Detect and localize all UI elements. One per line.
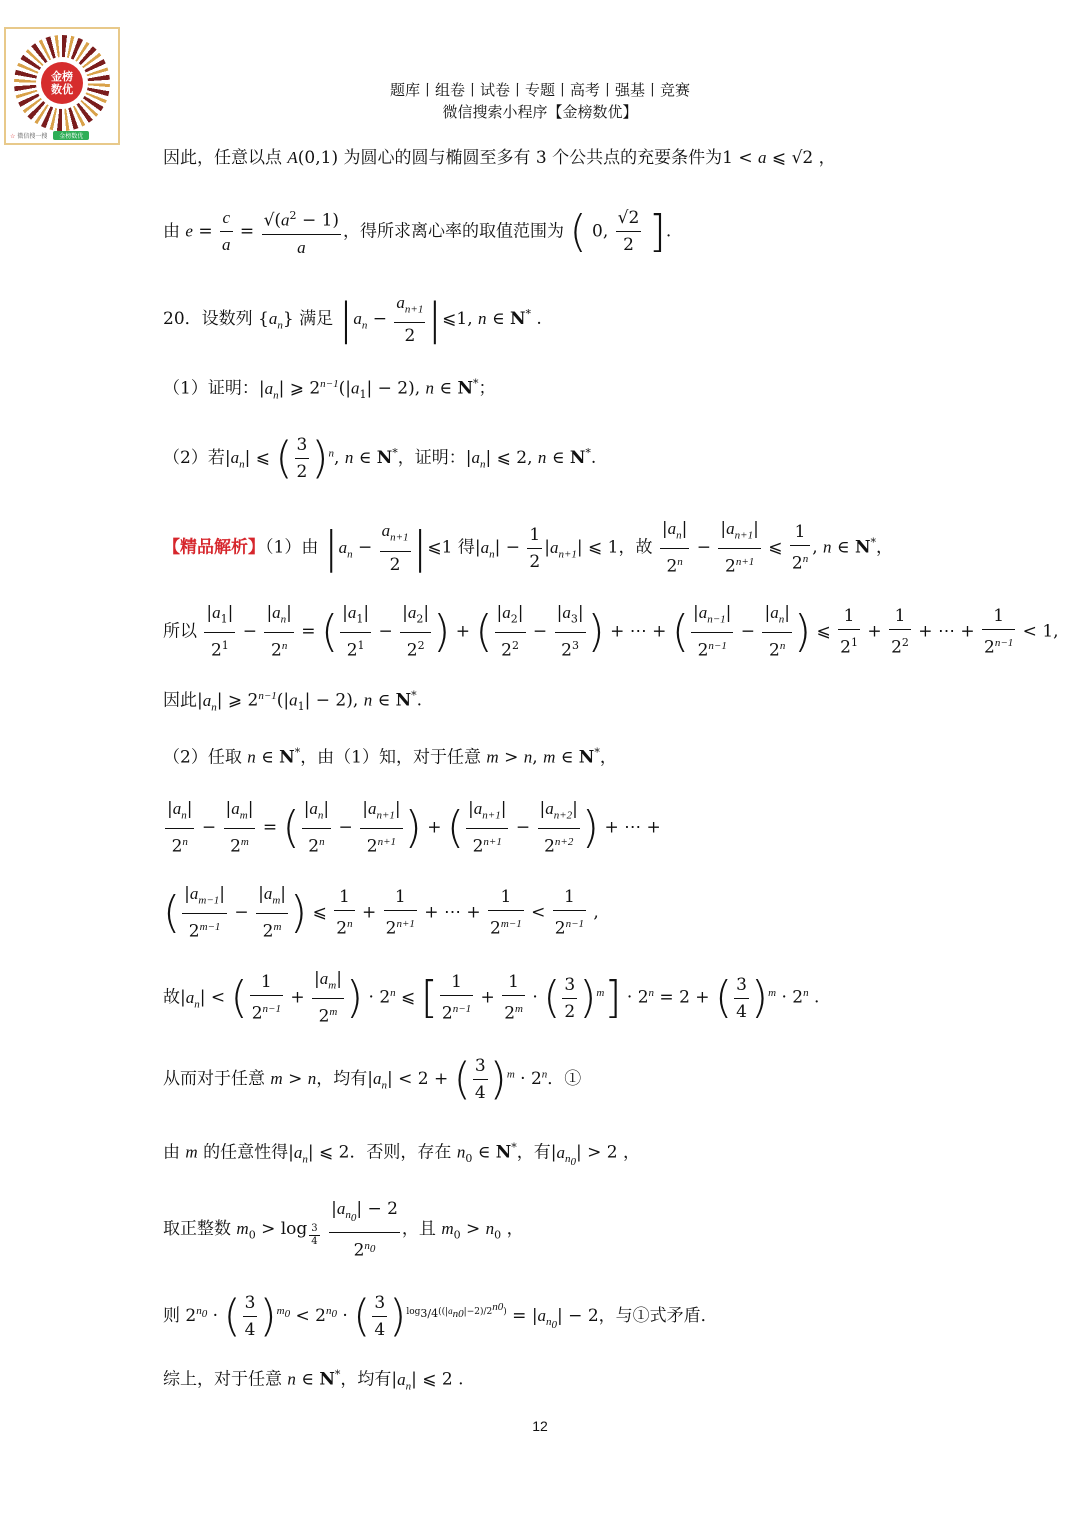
qr-footer: ☆ 微信搜一搜 金榜数优 xyxy=(10,131,89,140)
solution-conclusion: 综上，对于任意 n ∈ N*，均有$|a_n|$ ⩽ 2 . xyxy=(163,1368,464,1393)
question-20: 20．设数列 $\{a_n\}$ 满足 $|a_n$ − $\frac{a_{n+1}}{2}$ |⩽1, n ∈ N* . xyxy=(163,290,542,349)
solution-step-9: 由 m 的任意性得$|a_n|$ ⩽ 2．否则，存在 $n_0$ ∈ N*，有$|a_{n_0}| > 2$ ， xyxy=(163,1141,641,1169)
question-20-part2: （2）若$|a_n|$ ⩽ ( $\frac{3}{2}$ )$^n$, n ∈ N*，证明：$|a_n|$ ⩽ 2, n ∈ N*. xyxy=(163,432,597,484)
page-number: 12 xyxy=(532,1418,548,1434)
solution-step-3: 因此$|a_n|$ ⩾ $2^{n-1}(|a_1| - 2)$, n ∈ N*. xyxy=(163,689,423,714)
header-miniprogram: 微信搜索小程序【金榜数优】 xyxy=(442,103,638,121)
solution-step-7: 故$|a_n|$ < ( $\frac{1}{2^{n-1}}$ + $\frac{|a_m|}{2^m}$ ) · $2^n$ ⩽ [ $\frac{1}{2^{n-1}}$ + $\frac{1}{2^m}$ · ( $\frac{3}{2}$ )$^m] \cdot 2^n = 2$ + ( $\frac{3}{4}$ )$^m \cdot 2^n$ . xyxy=(163,966,819,1030)
solution-part2-intro: （2）任取 n ∈ N*，由（1）知，对于任意 m > n, m ∈ N*， xyxy=(163,746,617,768)
solution-step-8: 从而对于任意 m > n，均有$|a_n| < 2$ + ( $\frac{3}{4}$ )$^m \cdot 2^n$．① xyxy=(163,1053,582,1105)
solution-step-1: 【精品解析】（1）由 $|a_n$ − $\frac{a_{n+1}}{2}$ |⩽1 得$|a_n|$ − $\frac{1}{2}$ $|a_{n+1}|$ ⩽ 1，故 $\frac{|a_n|}{2^n}$ − $\frac{|a_{n+1}|}{2^{n+1}}$ ⩽ $\frac{1}{2^n}$ , n ∈ N*， xyxy=(163,516,893,580)
solution-step-2: 所以 $\frac{|a_1|}{2^1}$ − $\frac{|a_n|}{2^n}$ = ( $\frac{|a_1|}{2^1}$ − $\frac{|a_2|}{2^2}$ ) + ( $\frac{|a_2|}{2^2}$ − $\frac{|a_3|}{2^3}$ ) + ⋯ + ( $\frac{|a_{n-1}|}{2^{n-1}}$ − $\frac{|a_n|}{2^n}$ ) ⩽ $\frac{1}{2^1}$ + $\frac{1}{2^2}$ + ⋯ + $\frac{1}{2^{n-1}}$ < 1, xyxy=(163,600,1059,664)
solution-step-10: 取正整数 $m_0 > \log$ $_{\frac{3}{4}}$ $\frac{|a_{n_0}| - 2}{2^{n_0}}$ ，且 $m_0 > n_0$ ， xyxy=(163,1196,524,1263)
text-line-1: 因此，任意以点 A(0,1) 为圆心的圆与椭圆至多有 3 个公共点的充要条件为1 < a ⩽ √2 ， xyxy=(163,148,836,168)
question-20-part1: （1）证明：$|a_n|$ ⩾ $2^{n-1}(|a_1| - 2)$, n ∈ N*； xyxy=(163,377,496,402)
header-links: 题库丨组卷丨试卷丨专题丨高考丨强基丨竞赛 xyxy=(389,81,690,99)
solution-step-6: ( $\frac{|a_{m-1}|}{2^{m-1}}$ − $\frac{|a_m|}{2^m}$ ) ⩽ $\frac{1}{2^n}$ + $\frac{1}{2^{n+1}}$ + ⋯ + $\frac{1}{2^{m-1}}$ < $\frac{1}{2^{n-1}}$ , xyxy=(163,881,599,945)
solution-step-5: $\frac{|a_n|}{2^n}$ − $\frac{|a_m|}{2^m}$ = ( $\frac{|a_n|}{2^n}$ − $\frac{|a_{n+1}|}{2^{n+1}}$ ) + ( $\frac{|a_{n+1}|}{2^{n+1}}$ − $\frac{|a_{n+2}|}{2^{n+2}}$ ) + ⋯ + xyxy=(163,796,661,860)
solution-step-11: 则 $2^{n_0}$ · ( $\frac{3}{4}$ )$^{m_0} < 2^{n_0}$ · ( $\frac{3}{4}$ )$^{log_{3/4}((|a_{n0}|-2)/2^{n0})} = |a_{n_0}| - 2$，与①式矛盾． xyxy=(163,1290,718,1342)
solution-tag: 【精品解析】 xyxy=(163,537,265,558)
text-line-2: 由 e = $\frac{c}{a}$ = $\frac{√(a^2 - 1)}{a}$ ，得所求离心率的取值范围为 ( 0, $\frac{√2}{2}$ ]. xyxy=(163,203,671,261)
brand-logo: 金榜数优 xyxy=(41,62,83,104)
